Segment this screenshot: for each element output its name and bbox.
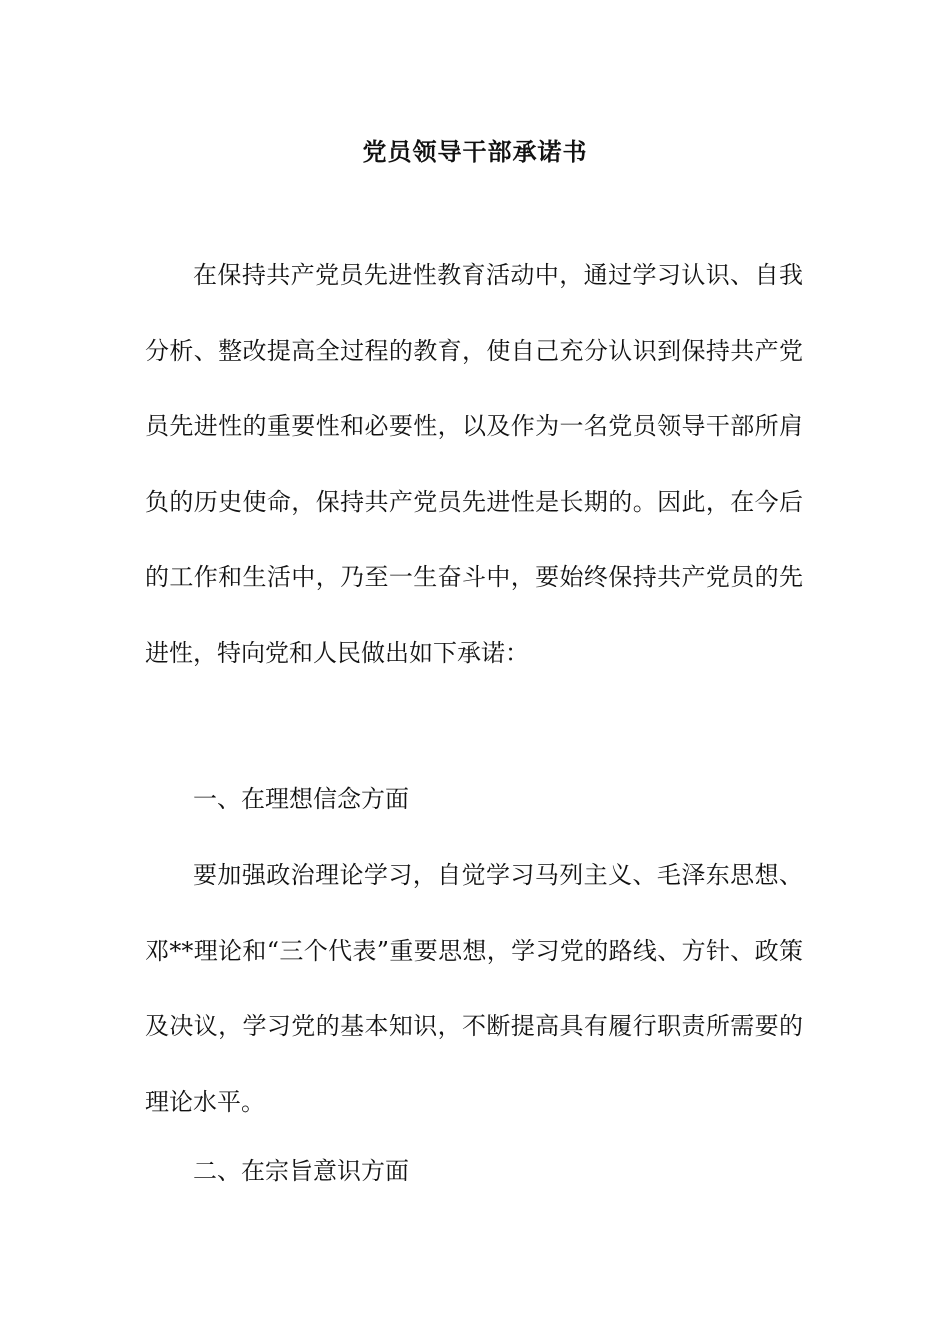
section-heading-1: 一、在理想信念方面	[193, 785, 409, 813]
intro-paragraph: 在保持共产党员先进性教育活动中，通过学习认识、自我分析、整改提高全过程的教育，使自己充分认识到保持共产党员先进性的重要性和必要性，以及作为一名党员领导干部所肩负的历史使命，保持共产党员先进性是长期的。因此，在今后的工作和生活中，乃至一生奋斗中，要始终保持共产党员的先进性，特向党和人民做出如下承诺：	[145, 261, 803, 667]
section-heading-2: 二、在宗旨意识方面	[193, 1157, 409, 1185]
section-body-1: 要加强政治理论学习，自觉学习马列主义、毛泽东思想、邓**理论和“三个代表”重要思想，学习党的路线、方针、政策及决议，学习党的基本知识，不断提高具有履行职责所需要的理论水平。	[145, 861, 803, 1116]
document-title: 党员领导干部承诺书	[362, 137, 588, 166]
